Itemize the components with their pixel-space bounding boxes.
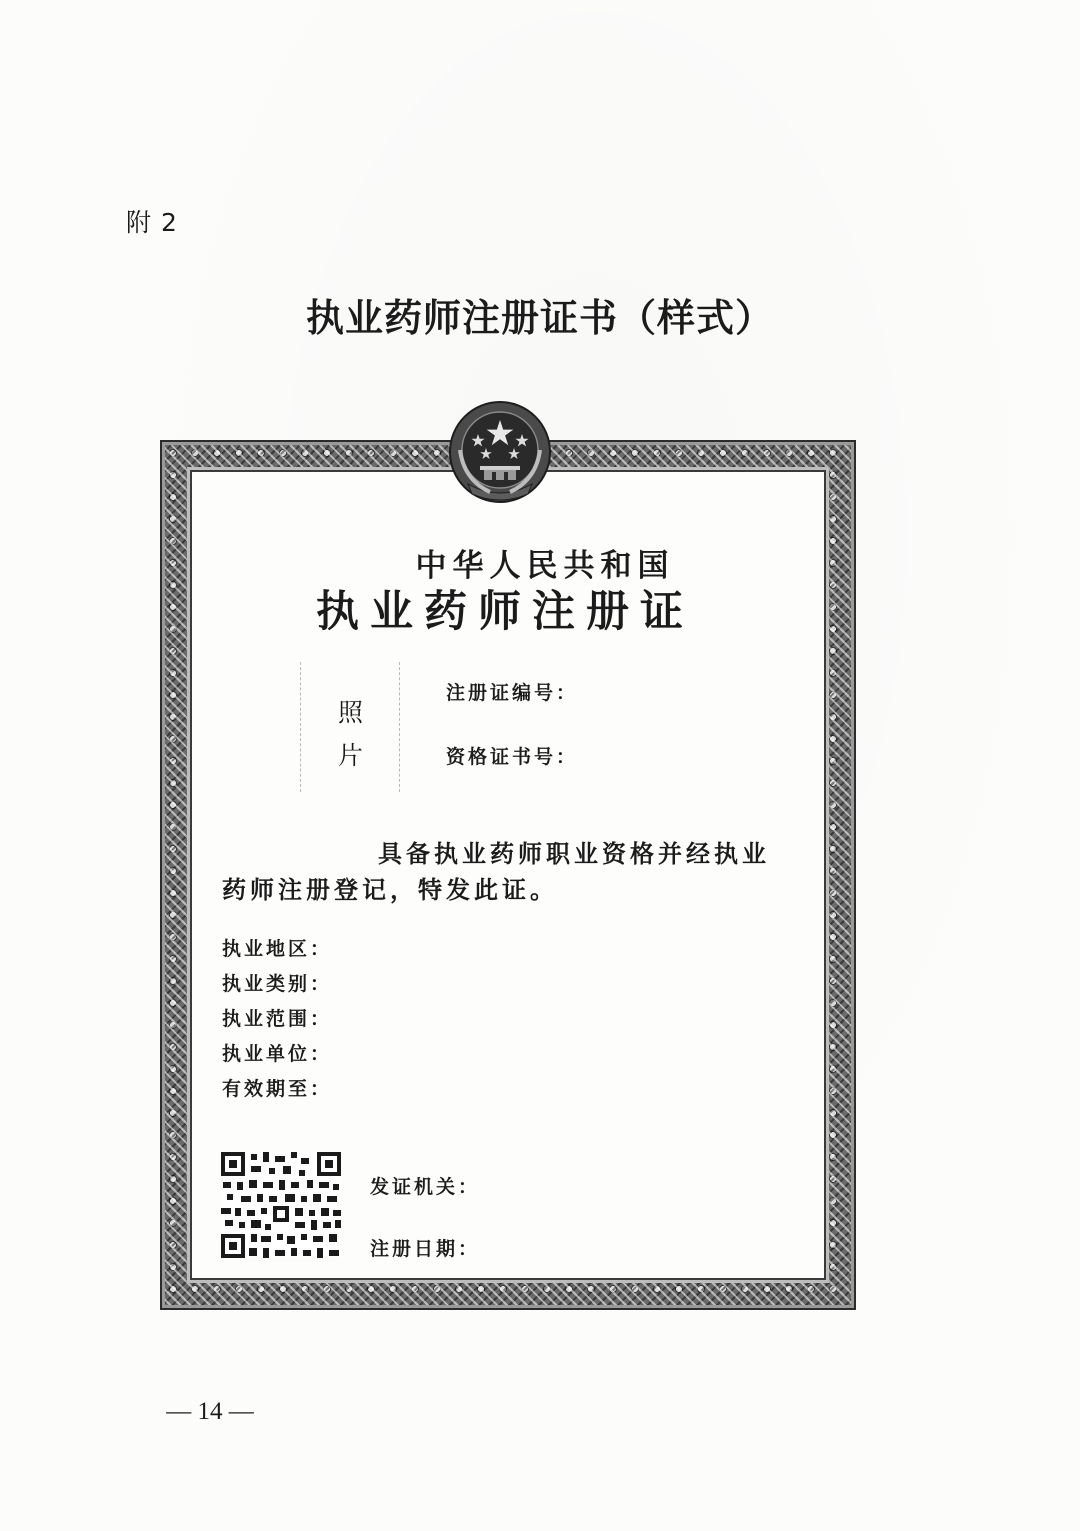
document-title: 执业药师注册证书（样式） [305, 296, 774, 340]
practice-unit-label: 执业单位： [222, 1043, 333, 1065]
registration-number-label: 注册证编号： [446, 682, 579, 704]
certificate-country-title: 中华人民共和国 [415, 548, 675, 584]
certificate-statement-line-1: 具备执业药师职业资格并经执业 [378, 839, 770, 868]
certificate-name-title: 执业药师注册证 [316, 587, 694, 637]
national-emblem-icon [446, 400, 554, 508]
registration-date-label: 注册日期： [370, 1238, 481, 1260]
photo-label-char: 片 [338, 741, 364, 770]
attachment-label: 附 2 [126, 208, 178, 237]
qualification-number-label: 资格证书号： [446, 746, 579, 768]
issuing-authority-label: 发证机关： [370, 1176, 481, 1198]
valid-until-label: 有效期至： [222, 1078, 333, 1100]
qr-code-icon [221, 1152, 341, 1258]
practice-region-label: 执业地区： [222, 938, 333, 960]
photo-label-char: 照 [338, 698, 364, 727]
page-number: — 14 — [166, 1398, 254, 1425]
certificate-statement-line-2: 药师注册登记，特发此证。 [222, 875, 558, 904]
practice-scope-label: 执业范围： [222, 1008, 333, 1030]
practice-category-label: 执业类别： [222, 973, 333, 995]
